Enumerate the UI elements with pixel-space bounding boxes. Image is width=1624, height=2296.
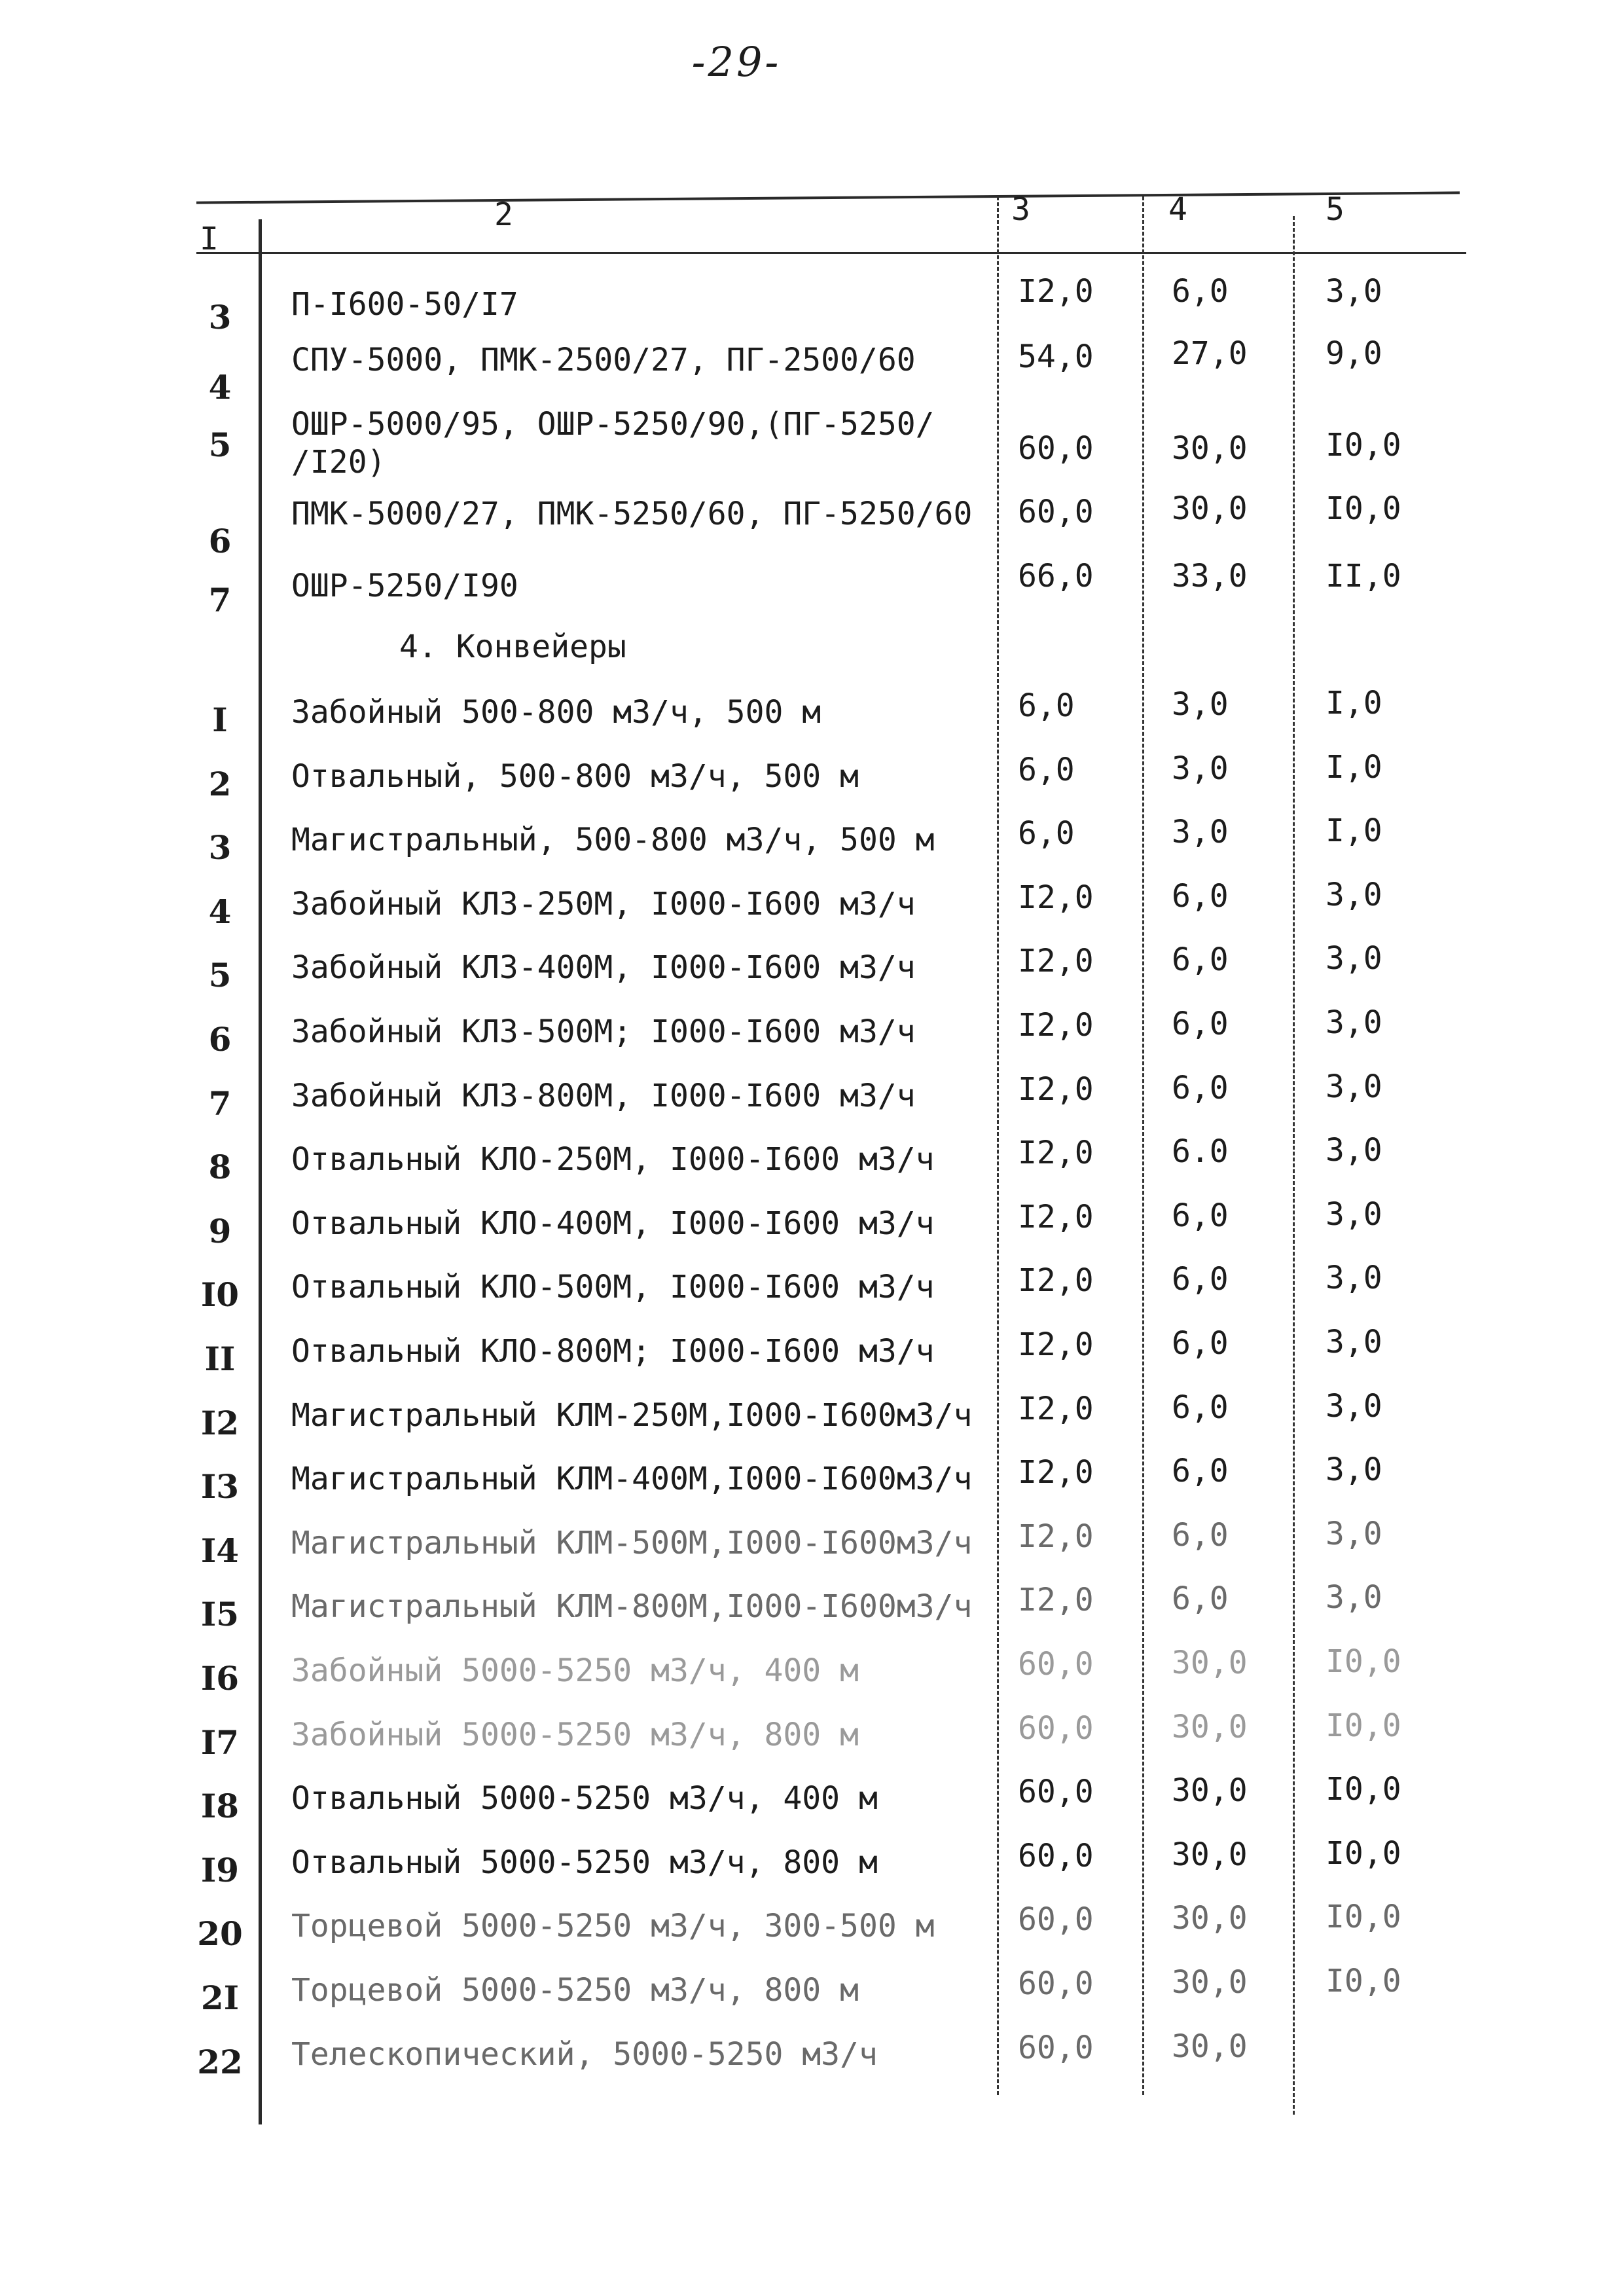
row-index: I0 xyxy=(200,1275,240,1314)
row-value-col5: II,0 xyxy=(1326,558,1401,594)
row-value-col4: 3,0 xyxy=(1172,686,1229,723)
row-value-col4: 6.0 xyxy=(1172,1133,1229,1170)
row-value-col3: I2,0 xyxy=(1018,1199,1094,1235)
column-divider-1 xyxy=(259,219,262,2124)
row-index: II xyxy=(204,1339,236,1378)
row-value-col5: 3,0 xyxy=(1326,877,1382,913)
row-description: Забойный КЛЗ-500М; I000-I600 м3/ч xyxy=(291,1013,916,1050)
row-index: I8 xyxy=(200,1787,240,1825)
row-description: Забойный 5000-5250 м3/ч, 400 м xyxy=(291,1652,859,1689)
row-value-col5: 3,0 xyxy=(1326,1132,1382,1169)
row-value-col5: I0,0 xyxy=(1326,1963,1401,1999)
row-value-col4: 6,0 xyxy=(1172,1580,1229,1617)
column-divider-3 xyxy=(1142,196,1144,2095)
row-description: Отвальный 5000-5250 м3/ч, 800 м xyxy=(291,1844,878,1881)
row-description: Забойный КЛЗ-400М, I000-I600 м3/ч xyxy=(291,949,916,986)
row-index: 22 xyxy=(197,2043,243,2081)
row-index: 20 xyxy=(197,1914,243,1953)
row-description: Забойный КЛЗ-250М, I000-I600 м3/ч xyxy=(291,886,916,922)
row-value-col5: 3,0 xyxy=(1326,1068,1382,1105)
table-top-rule xyxy=(196,191,1460,204)
header-col-4: 4 xyxy=(1168,191,1187,228)
row-index: 3 xyxy=(208,828,232,867)
row-value-col5: I0,0 xyxy=(1326,1643,1401,1680)
row-value-col4: 3,0 xyxy=(1172,814,1229,850)
row-value-col3: 60,0 xyxy=(1018,1774,1094,1810)
row-value-col4: 30,0 xyxy=(1172,1836,1248,1873)
row-description: ОШР-5000/95, ОШР-5250/90,(ПГ-5250/ xyxy=(291,406,935,443)
header-col-1: I xyxy=(200,221,219,257)
row-value-col4: 30,0 xyxy=(1172,2028,1248,2065)
row-value-col5: 3,0 xyxy=(1326,940,1382,977)
row-value-col3: I2,0 xyxy=(1018,1007,1094,1044)
row-value-col3: I2,0 xyxy=(1018,1582,1094,1618)
row-value-col3: I2,0 xyxy=(1018,1071,1094,1108)
row-value-col3: 6,0 xyxy=(1018,687,1075,724)
row-description: СПУ-5000, ПМК-2500/27, ПГ-2500/60 xyxy=(291,342,916,378)
row-value-col4: 6,0 xyxy=(1172,1389,1229,1426)
row-index: 9 xyxy=(208,1212,232,1250)
row-value-col4: 30,0 xyxy=(1172,490,1248,527)
row-value-col5: I0,0 xyxy=(1326,1835,1401,1872)
row-value-col3: 6,0 xyxy=(1018,752,1075,788)
row-value-col4: 30,0 xyxy=(1172,1709,1248,1745)
row-index: I2 xyxy=(200,1404,240,1442)
row-value-col4: 30,0 xyxy=(1172,1964,1248,2001)
row-index: 5 xyxy=(208,426,232,464)
row-value-col3: 60,0 xyxy=(1018,1646,1094,1683)
row-index: 8 xyxy=(208,1148,232,1186)
row-value-col3: 54,0 xyxy=(1018,338,1094,375)
row-value-col5: 9,0 xyxy=(1326,335,1382,372)
row-value-col5: 3,0 xyxy=(1326,1516,1382,1552)
row-value-col3: 60,0 xyxy=(1018,1901,1094,1938)
row-description: Отвальный КЛО-400М, I000-I600 м3/ч xyxy=(291,1205,935,1242)
row-index: I3 xyxy=(200,1467,240,1506)
row-description: Магистральный КЛМ-250М,I000-I600м3/ч xyxy=(291,1397,973,1434)
row-index: I6 xyxy=(200,1659,240,1698)
row-index: I5 xyxy=(200,1595,240,1633)
row-value-col3: I2,0 xyxy=(1018,1262,1094,1299)
row-description: Телескопический, 5000-5250 м3/ч xyxy=(291,2036,878,2073)
row-value-col4: 6,0 xyxy=(1172,273,1229,310)
row-value-col5: 3,0 xyxy=(1326,1260,1382,1296)
row-description: ОШР-5250/I90 xyxy=(291,568,518,604)
column-divider-2 xyxy=(997,196,999,2095)
row-value-col5: 3,0 xyxy=(1326,1324,1382,1360)
row-value-col4: 6,0 xyxy=(1172,1453,1229,1489)
row-value-col5: I,0 xyxy=(1326,749,1382,786)
row-description: Торцевой 5000-5250 м3/ч, 300-500 м xyxy=(291,1908,935,1944)
row-value-col4: 6,0 xyxy=(1172,1517,1229,1554)
row-value-col3: 60,0 xyxy=(1018,2030,1094,2066)
row-value-col4: 27,0 xyxy=(1172,335,1248,372)
row-value-col5: 3,0 xyxy=(1326,273,1382,310)
row-description: Магистральный КЛМ-400М,I000-I600м3/ч xyxy=(291,1461,973,1497)
row-description: Отвальный, 500-800 м3/ч, 500 м xyxy=(291,758,859,795)
row-value-col4: 30,0 xyxy=(1172,1772,1248,1809)
row-value-col3: 60,0 xyxy=(1018,1710,1094,1747)
row-value-col5: I,0 xyxy=(1326,685,1382,721)
row-value-col4: 30,0 xyxy=(1172,430,1248,467)
row-value-col3: I2,0 xyxy=(1018,943,1094,979)
row-description: Отвальный КЛО-800М; I000-I600 м3/ч xyxy=(291,1333,935,1370)
row-description: Торцевой 5000-5250 м3/ч, 800 м xyxy=(291,1972,859,2009)
row-value-col3: I2,0 xyxy=(1018,1518,1094,1555)
row-value-col4: 6,0 xyxy=(1172,1197,1229,1234)
row-index: 4 xyxy=(208,368,232,407)
row-index: 6 xyxy=(208,522,232,560)
row-index: I7 xyxy=(200,1723,240,1762)
row-description: Отвальный КЛО-250М, I000-I600 м3/ч xyxy=(291,1141,935,1178)
row-description: ПМК-5000/27, ПМК-5250/60, ПГ-5250/60 xyxy=(291,496,973,532)
row-index: 5 xyxy=(208,956,232,994)
row-value-col5: 3,0 xyxy=(1326,1004,1382,1041)
row-index: 3 xyxy=(208,298,232,337)
row-description: Магистральный, 500-800 м3/ч, 500 м xyxy=(291,822,935,858)
row-description: Магистральный КЛМ-500М,I000-I600м3/ч xyxy=(291,1525,973,1561)
row-value-col5: I0,0 xyxy=(1326,1707,1401,1744)
row-value-col5: I0,0 xyxy=(1326,427,1401,464)
column-divider-4 xyxy=(1293,216,1295,2115)
row-description-continuation: /I20) xyxy=(291,444,386,481)
row-value-col4: 6,0 xyxy=(1172,1006,1229,1042)
row-description: П-I600-50/I7 xyxy=(291,286,518,323)
row-value-col3: I2,0 xyxy=(1018,1391,1094,1427)
row-value-col5: I0,0 xyxy=(1326,1899,1401,1935)
row-value-col3: 6,0 xyxy=(1018,815,1075,852)
row-value-col4: 30,0 xyxy=(1172,1900,1248,1937)
header-col-3: 3 xyxy=(1011,191,1030,228)
row-value-col3: I2,0 xyxy=(1018,879,1094,916)
page-number: -29- xyxy=(691,38,782,86)
row-value-col3: 60,0 xyxy=(1018,430,1094,467)
row-value-col4: 30,0 xyxy=(1172,1645,1248,1681)
row-value-col5: I0,0 xyxy=(1326,490,1401,527)
row-value-col4: 6,0 xyxy=(1172,878,1229,915)
row-index: 2 xyxy=(208,765,232,803)
row-index: I9 xyxy=(200,1851,240,1889)
row-value-col5: 3,0 xyxy=(1326,1388,1382,1425)
row-value-col3: I2,0 xyxy=(1018,1326,1094,1363)
row-index: 7 xyxy=(208,581,232,619)
row-value-col5: I,0 xyxy=(1326,812,1382,849)
row-value-col5: 3,0 xyxy=(1326,1579,1382,1616)
row-value-col5: I0,0 xyxy=(1326,1771,1401,1808)
row-value-col3: I2,0 xyxy=(1018,1135,1094,1171)
row-value-col3: 60,0 xyxy=(1018,494,1094,530)
row-value-col3: 66,0 xyxy=(1018,558,1094,594)
row-value-col5: 3,0 xyxy=(1326,1451,1382,1488)
row-description: Отвальный КЛО-500М, I000-I600 м3/ч xyxy=(291,1269,935,1305)
row-description: Магистральный КЛМ-800М,I000-I600м3/ч xyxy=(291,1588,973,1625)
row-value-col4: 6,0 xyxy=(1172,1261,1229,1298)
row-index: I xyxy=(212,701,228,739)
header-col-2: 2 xyxy=(494,196,513,233)
row-description: Забойный 500-800 м3/ч, 500 м xyxy=(291,694,821,731)
row-value-col4: 3,0 xyxy=(1172,750,1229,787)
row-value-col4: 6,0 xyxy=(1172,1325,1229,1362)
row-value-col3: 60,0 xyxy=(1018,1838,1094,1874)
row-value-col5: 3,0 xyxy=(1326,1196,1382,1233)
row-description: Отвальный 5000-5250 м3/ч, 400 м xyxy=(291,1780,878,1817)
row-value-col4: 6,0 xyxy=(1172,941,1229,978)
row-index: 4 xyxy=(208,892,232,931)
header-col-5: 5 xyxy=(1326,191,1344,228)
row-index: 6 xyxy=(208,1020,232,1059)
row-value-col3: 60,0 xyxy=(1018,1965,1094,2002)
row-description: Забойный 5000-5250 м3/ч, 800 м xyxy=(291,1717,859,1753)
row-value-col4: 6,0 xyxy=(1172,1070,1229,1106)
section-title: 4. Конвейеры xyxy=(399,629,626,665)
row-index: 7 xyxy=(208,1084,232,1123)
row-value-col3: I2,0 xyxy=(1018,273,1094,310)
row-value-col3: I2,0 xyxy=(1018,1454,1094,1491)
row-description: Забойный КЛЗ-800М, I000-I600 м3/ч xyxy=(291,1078,916,1114)
table-header-rule xyxy=(196,252,1466,254)
row-index: I4 xyxy=(200,1531,240,1570)
row-value-col4: 33,0 xyxy=(1172,558,1248,594)
row-index: 2I xyxy=(200,1978,240,2017)
